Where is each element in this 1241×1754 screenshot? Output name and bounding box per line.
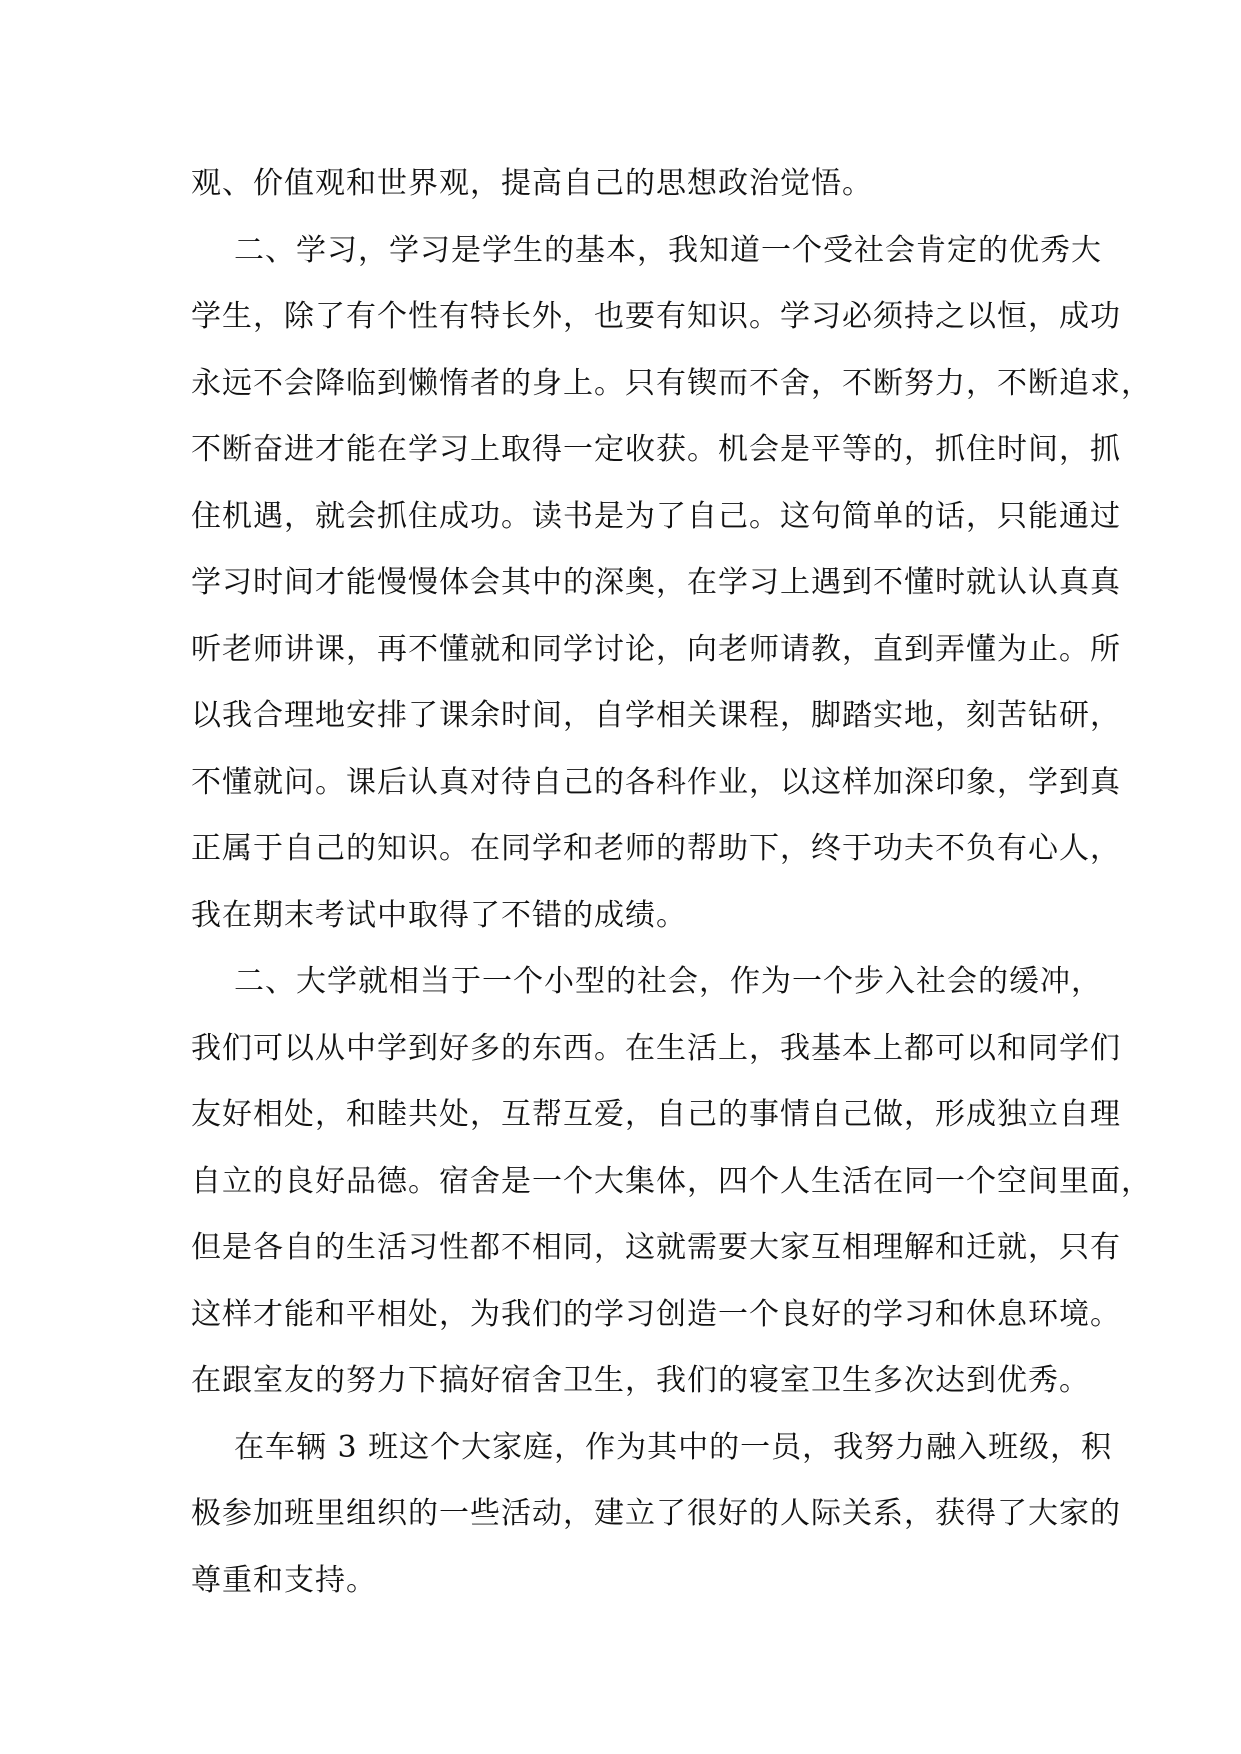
text-line: 听老师讲课，再不懂就和同学讨论，向老师请教，直到弄懂为止。所 bbox=[191, 631, 1121, 667]
text-line: 正属于自己的知识。在同学和老师的帮助下，终于功夫不负有心人， bbox=[191, 831, 1121, 866]
text-line: 永远不会降临到懒惰者的身上。只有锲而不舍，不断努力，不断追求， bbox=[191, 365, 1152, 401]
text-line: 不懂就问。课后认真对待自己的各科作业，以这样加深印象，学到真 bbox=[191, 764, 1121, 800]
text-line: 我在期末考试中取得了不错的成绩。 bbox=[191, 897, 687, 933]
text-line: 我们可以从中学到好多的东西。在生活上，我基本上都可以和同学们 bbox=[191, 1030, 1121, 1066]
text-line: 自立的良好品德。宿舍是一个大集体，四个人生活在同一个空间里面， bbox=[191, 1163, 1152, 1199]
text-line: 尊重和支持。 bbox=[191, 1562, 377, 1598]
body-text bbox=[191, 151, 1152, 1614]
text-line: 二、学习，学习是学生的基本，我知道一个受社会肯定的优秀大 bbox=[234, 232, 1102, 268]
text-line: 友好相处，和睦共处，互帮互爱，自己的事情自己做，形成独立自理 bbox=[191, 1097, 1121, 1132]
text-line: 学习时间才能慢慢体会其中的深奥，在学习上遇到不懂时就认认真真 bbox=[191, 565, 1121, 600]
text-line: 极参加班里组织的一些活动，建立了很好的人际关系，获得了大家的 bbox=[191, 1496, 1121, 1531]
text-line: 在跟室友的努力下搞好宿舍卫生，我们的寝室卫生多次达到优秀。 bbox=[191, 1363, 1090, 1398]
text-line: 以我合理地安排了课余时间，自学相关课程，脚踏实地，刻苦钻研， bbox=[191, 698, 1121, 733]
text-line: 这样才能和平相处，为我们的学习创造一个良好的学习和休息环境。 bbox=[191, 1296, 1121, 1332]
text-line: 二、大学就相当于一个小型的社会，作为一个步入社会的缓冲， bbox=[234, 964, 1102, 999]
text-line: 学生，除了有个性有特长外，也要有知识。学习必须持之以恒，成功 bbox=[191, 299, 1121, 334]
text-line: 不断奋进才能在学习上取得一定收获。机会是平等的，抓住时间，抓 bbox=[191, 432, 1121, 467]
text-line: 观、价值观和世界观，提高自己的思想政治觉悟。 bbox=[191, 166, 873, 201]
text-line: 但是各自的生活习性都不相同，这就需要大家互相理解和迁就，只有 bbox=[191, 1230, 1121, 1265]
text-line: 在车辆 3 班这个大家庭，作为其中的一员，我努力融入班级，积 bbox=[234, 1429, 1113, 1465]
text-line: 住机遇，就会抓住成功。读书是为了自己。这句简单的话，只能通过 bbox=[191, 498, 1121, 534]
